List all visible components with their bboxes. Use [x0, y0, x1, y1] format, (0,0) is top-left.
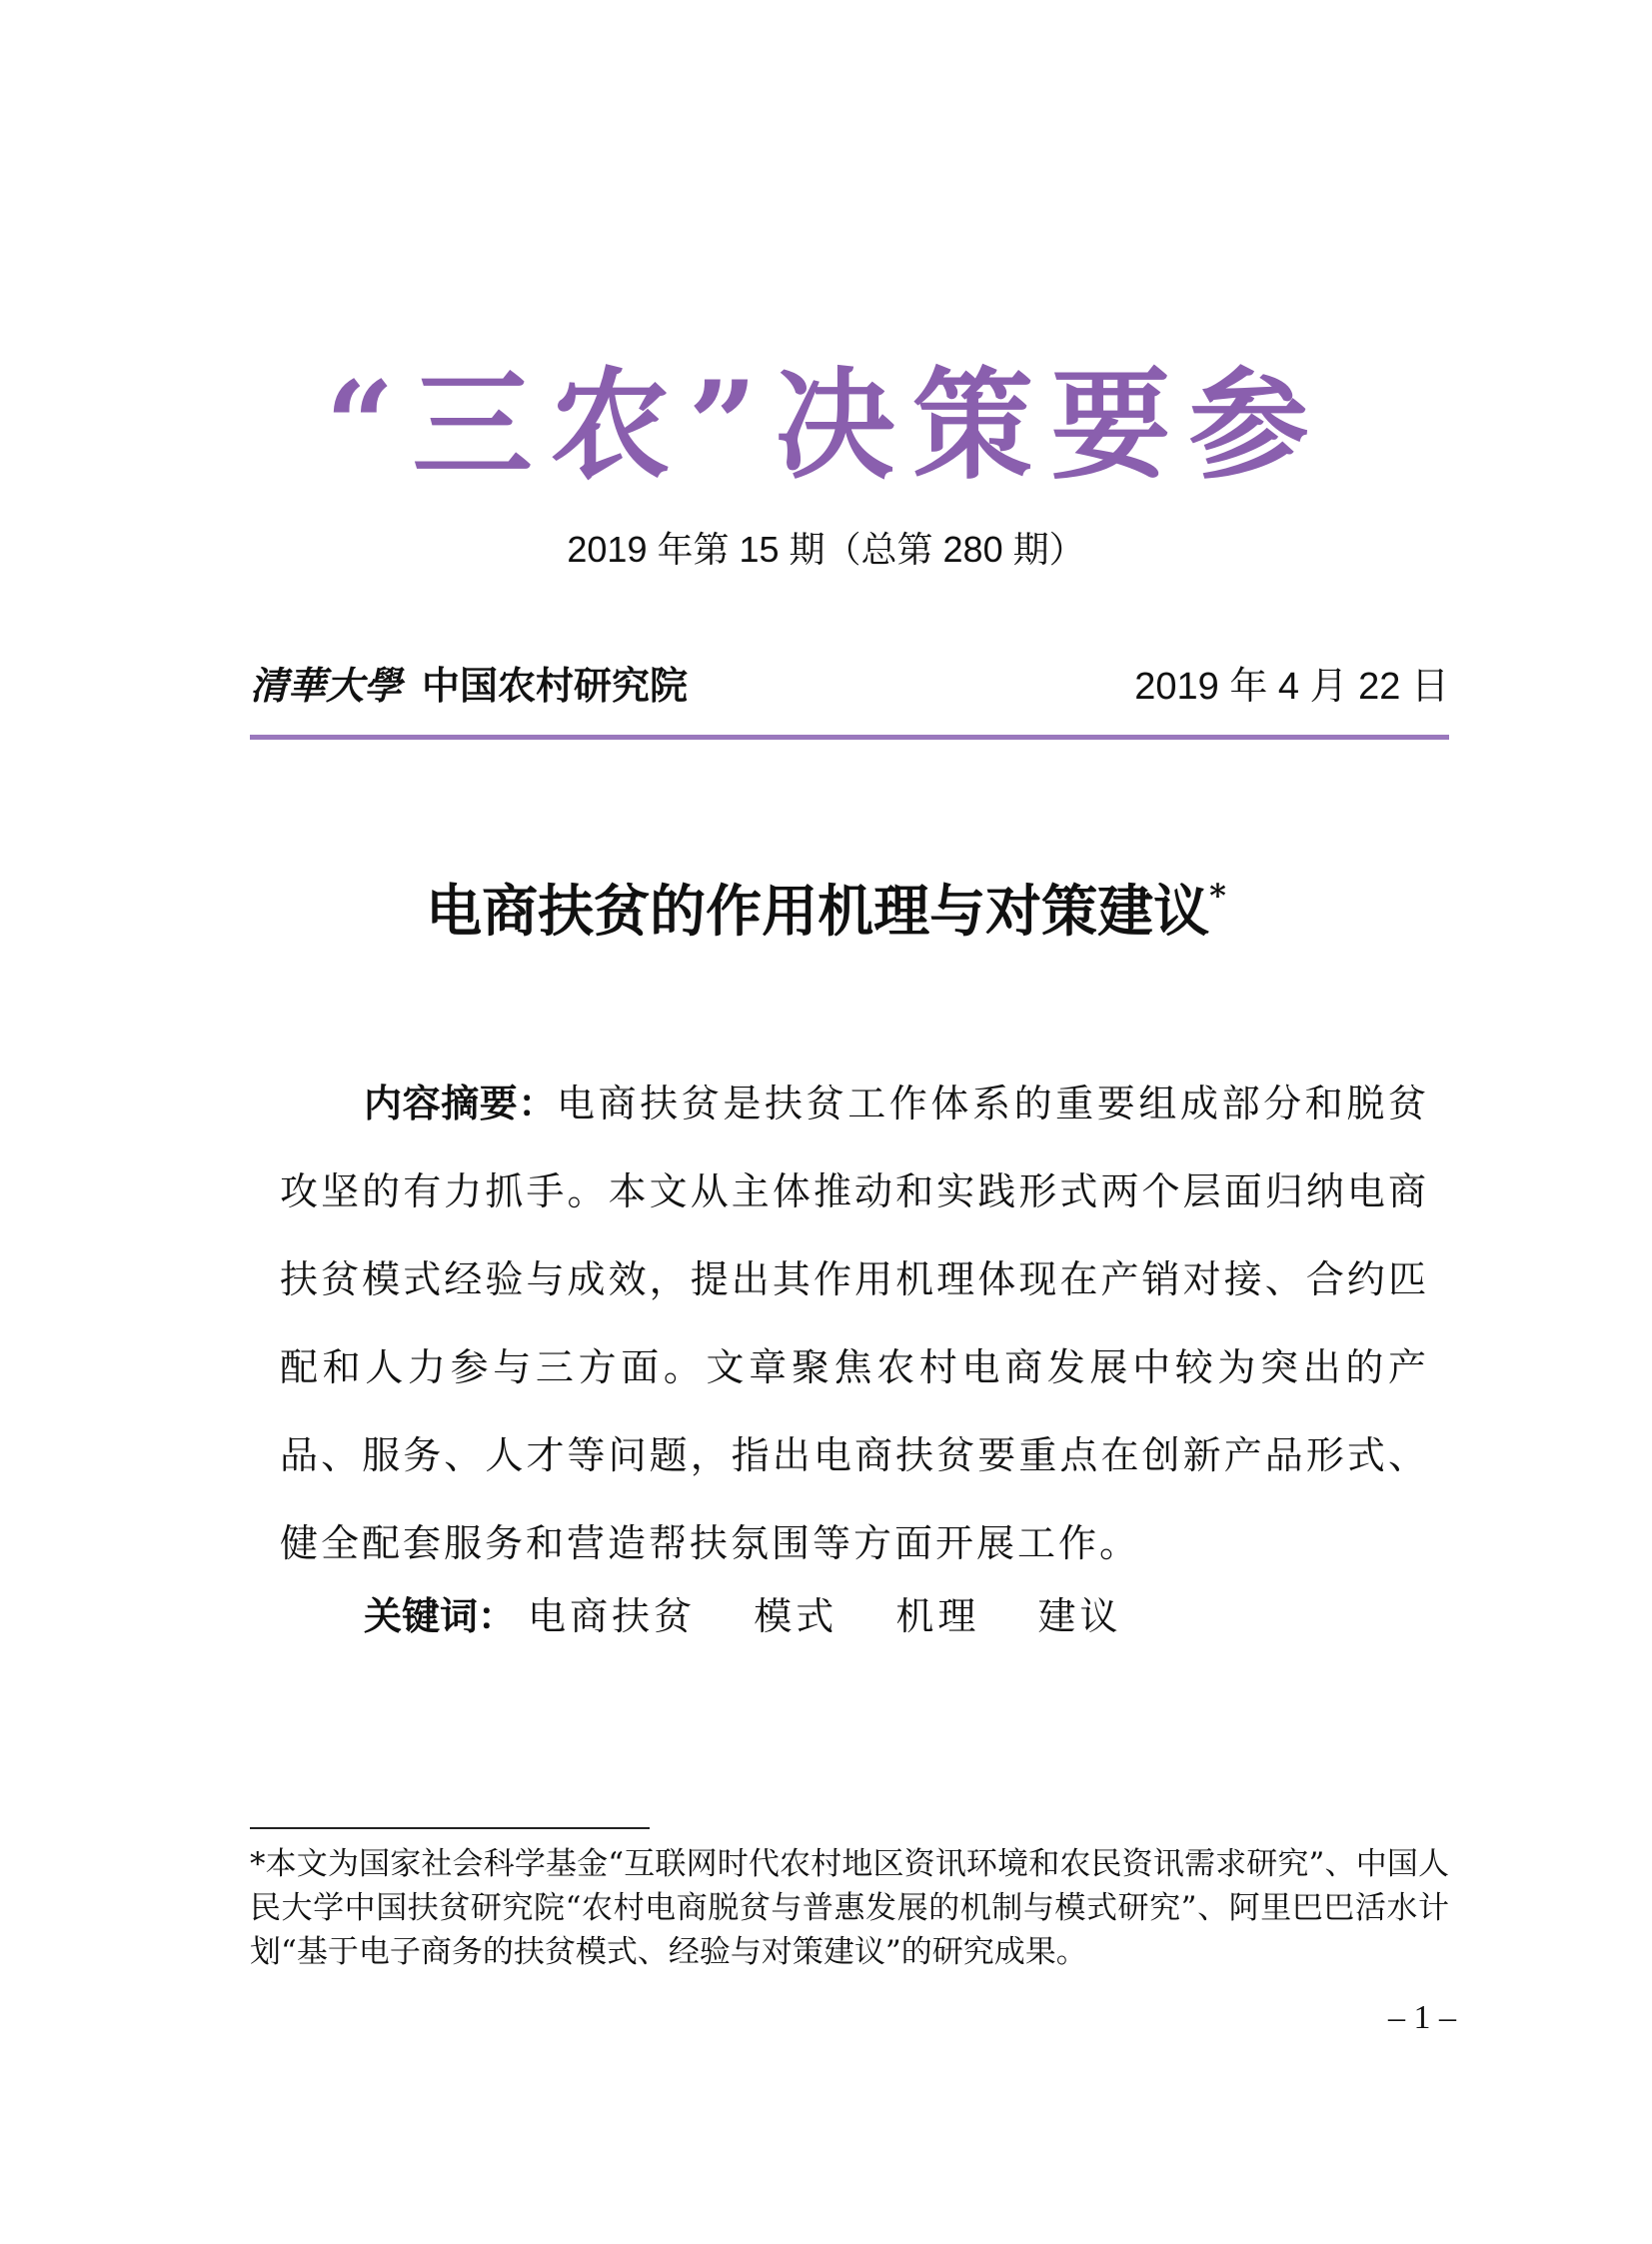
keywords-label: 关键词： — [364, 1593, 517, 1638]
abstract-label: 内容摘要： — [364, 1081, 557, 1125]
keyword: 机理 — [895, 1594, 980, 1638]
header-divider — [250, 735, 1449, 740]
page-number: – 1 – — [1388, 1999, 1456, 2036]
institute-name: 中国农村研究院 — [422, 663, 689, 708]
issue-number: 2019 年第 15 期（总第 280 期） — [567, 529, 1085, 570]
header-row — [250, 655, 1449, 715]
institution — [250, 655, 688, 710]
keyword: 建议 — [1037, 1594, 1122, 1638]
keywords-line — [364, 1585, 1167, 1640]
masthead-title: “三农”决策要参 — [325, 355, 1327, 496]
footnote-divider — [250, 1827, 650, 1829]
university-name: 清華大學 — [250, 663, 403, 708]
article-title-text: 电商扶贫的作用机理与对策建议 — [426, 879, 1210, 945]
keyword: 模式 — [754, 1594, 838, 1638]
footnote-marker: * — [1209, 877, 1226, 915]
abstract-paragraph — [280, 1060, 1429, 1587]
publication-date: 2019 年 4 月 22 日 — [1134, 666, 1449, 708]
keyword: 电商扶贫 — [528, 1594, 697, 1638]
footnote: *本文为国家社会科学基金“互联网时代农村地区资讯环境和农民资讯需求研究”、中国人民大学中国扶贫研究院“农村电商脱贫与普惠发展的机制与模式研究”、阿里巴巴活水计划“基于电子商务的扶贫模式、经验与对策建议”的研究成果。 — [250, 1846, 1449, 1970]
article-title — [0, 868, 1652, 948]
abstract-text: 电商扶贫是扶贫工作体系的重要组成部分和脱贫攻坚的有力抓手。本文从主体推动和实践形式两个层面归纳电商扶贫模式经验与成效，提出其作用机理体现在产销对接、合约匹配和人力参与三方面。文章聚焦农村电商发展中较为突出的产品、服务、人才等问题，指出电商扶贫要重点在创新产品形式、健全配套服务和营造帮扶氛围等方面开展工作。 — [280, 1082, 1429, 1565]
